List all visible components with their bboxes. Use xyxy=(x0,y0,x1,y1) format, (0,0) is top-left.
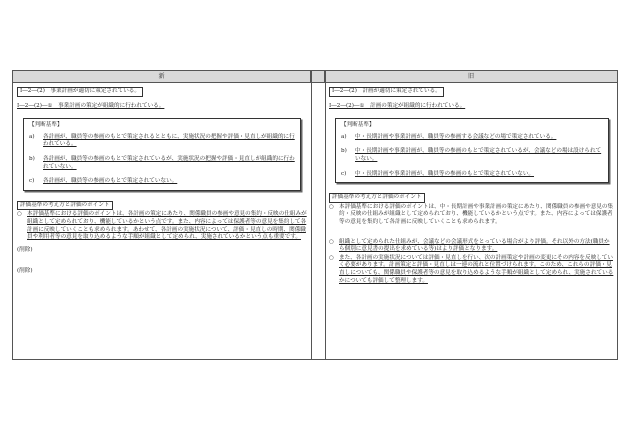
point-text: 組織として定められた仕組みが、会議などの会議形式をとっている場合がより評価。それ以外の方法(職員から個別に意見書の提出を求めている等)はより評価となります。 xyxy=(339,238,610,253)
point-text: 本評価基準における評価のポイントは、中・長期計画や事業計画の策定にあたり、関係職員の参画や意見の集約・反映の仕組みが組織として定められており、機能しているかという点です。また、内容によっては保護者等の意見を集約して各計画に反映していくことも求められます。 xyxy=(339,203,614,225)
criteria-item xyxy=(341,171,603,179)
column-divider xyxy=(325,71,326,359)
circle-bullet-icon: ○ xyxy=(17,211,22,218)
new-subitem-heading: Ⅰ―2―(2)―① 事業計画の策定が組織的に行われている。 xyxy=(17,102,165,109)
criteria-item xyxy=(341,134,603,142)
old-subitem-heading: Ⅰ―2―(2)―① 計画の策定が組織的に行われている。 xyxy=(329,102,466,109)
criteria-item xyxy=(29,178,295,186)
criteria-label: a) xyxy=(341,133,347,140)
criteria-label: a) xyxy=(29,133,35,140)
point-text: また、各計画の実施状況については評価・見直しを行い、次の計画策定や計画の変更にその内容を反映していく必要があります。計画策定と評価・見直しは一連の流れと位置づけられます。このため、これらの評価・見直しについても、関係職員や保護者等の意見を取り込めるような手順が組織として定められ、実施されているかについても評価して整理します。 xyxy=(339,254,614,284)
point-text: 本評価基準における評価のポイントは、各計画の策定にあたり、関係職員の参画や意見の集約・反映の仕組みが組織として定められており、機能しているかという点です。また、内容によっては保護者等の意見を集約して各計画に反映していくことも求められます。あわせて、各計画の実施状況について、評価・見直しの時期、関係職員や利用者等の意見を取り込めるような手順が組織として定められ、実施されているかという点も重要です。 xyxy=(27,211,307,241)
old-column-header: 旧 xyxy=(325,71,617,83)
new-criteria-box xyxy=(23,118,301,191)
new-item-heading: Ⅰ―2―(2) 事業計画が適切に策定されている。 xyxy=(17,87,143,97)
criteria-label: c) xyxy=(341,170,347,177)
criteria-text: 中・長期計画や事業計画が、職員等の参画する会議などの場で策定されている。 xyxy=(355,133,557,140)
circle-bullet-icon: ○ xyxy=(329,238,334,245)
criteria-text: 各計画が、職員等の参画のもとで策定されているが、実施状況の把握や評価・見直しが組織的に行われていない。 xyxy=(43,155,295,170)
criteria-item xyxy=(341,148,603,163)
new-points-heading: 評価基準の考え方と評価のポイント xyxy=(17,201,113,211)
criteria-text: 各計画が、職員等の参画のもとで策定されていない。 xyxy=(43,178,178,185)
circle-bullet-icon: ○ xyxy=(329,254,334,261)
old-column xyxy=(329,87,615,285)
circle-bullet-icon: ○ xyxy=(329,203,334,210)
old-item-heading: Ⅰ―2―(2) 計画が適切に策定されている。 xyxy=(329,87,444,97)
criteria-label: b) xyxy=(29,155,35,162)
column-divider xyxy=(311,71,312,359)
criteria-label: c) xyxy=(29,178,35,185)
criteria-label: b) xyxy=(341,148,347,155)
point-bullet xyxy=(329,255,615,285)
criteria-text: 中・長期計画や事業計画が、職員等の参画のもとで策定されているが、会議などの場は設けられていない。 xyxy=(355,148,602,162)
old-criteria-title: 【判断基準】 xyxy=(341,122,375,129)
new-column-header: 新 xyxy=(13,71,311,83)
deleted-note: (削除) xyxy=(17,246,33,253)
point-bullet xyxy=(329,239,615,254)
criteria-item xyxy=(29,156,295,171)
point-bullet xyxy=(329,204,615,227)
old-points-heading: 評価基準の考え方と評価のポイント xyxy=(329,193,425,203)
comparison-table xyxy=(12,70,618,360)
criteria-text: 中・長期計画や事業計画が、職員等の参画のもとで策定されていない。 xyxy=(355,170,535,177)
point-bullet xyxy=(17,211,307,241)
criteria-item xyxy=(29,134,295,149)
new-column xyxy=(17,87,307,276)
spacer-column-header xyxy=(311,71,325,83)
criteria-text: 各計画が、職員等の参画のもとで策定されるとともに、実施状況の把握や評価・見直しが組織的に行われている。 xyxy=(43,133,295,148)
deleted-note: (削除) xyxy=(17,268,33,275)
old-criteria-box xyxy=(335,118,609,183)
new-criteria-title: 【判断基準】 xyxy=(29,122,63,129)
